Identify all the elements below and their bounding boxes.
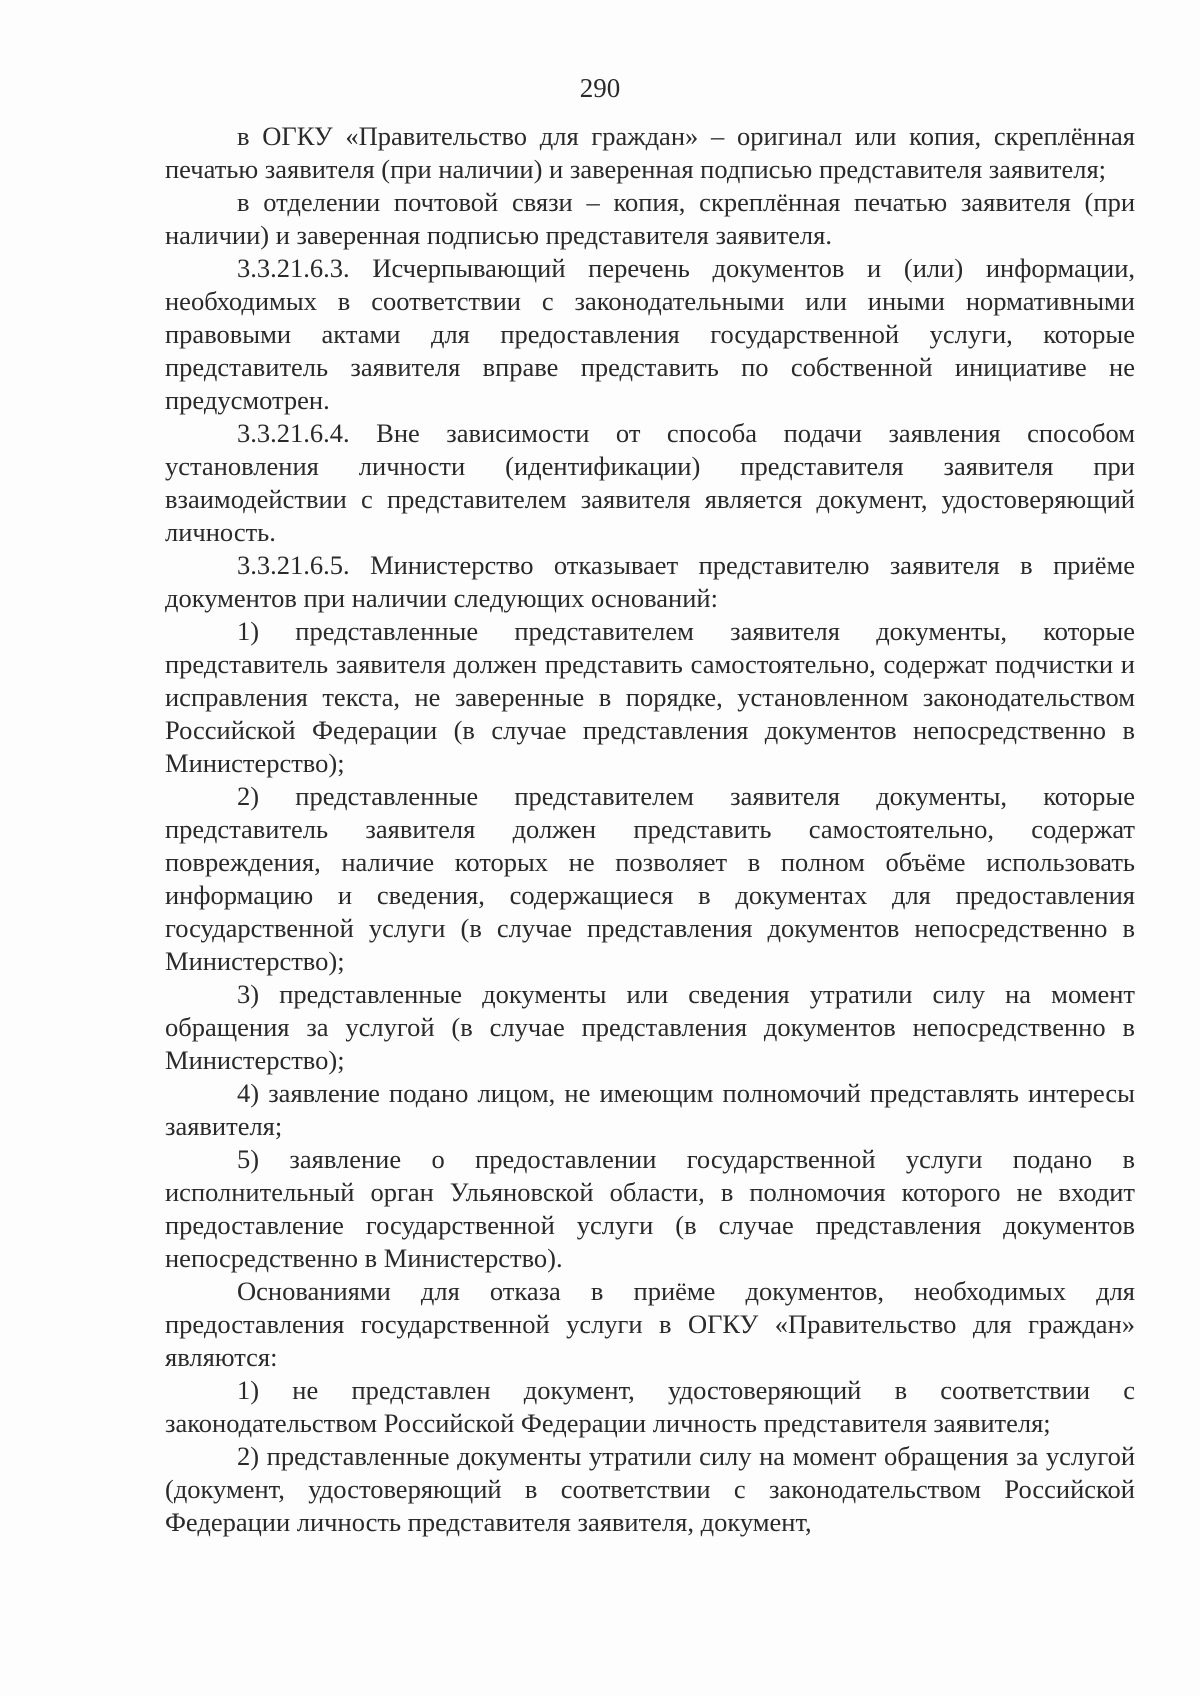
list-item: 2) представленные представителем заявителя документы, которые представитель заявителя должен представить самостоятельно, содержат повреждения, наличие которых не позволяет в полном объёме использовать информацию и сведения, содержащиеся в документах для предоставления государственной услуги (в случае представления документов непосредственно в Министерство);: [165, 781, 1135, 976]
document-body: [165, 120, 1135, 1539]
list-item: 1) не представлен документ, удостоверяющий в соответствии с законодательством Российской Федерации личность представителя заявителя;: [165, 1375, 1135, 1438]
list-item: 1) представленные представителем заявителя документы, которые представитель заявителя должен представить самостоятельно, содержат подчистки и исправления текста, не заверенные в порядке, установленном законодательством Российской Федерации (в случае представления документов непосредственно в Министерство);: [165, 616, 1135, 778]
paragraph: 3.3.21.6.3. Исчерпывающий перечень документов и (или) информации, необходимых в соответствии с законодательными или иными нормативными правовыми актами для предоставления государственной услуги, которые представитель заявителя вправе представить по собственной инициативе не предусмотрен.: [165, 253, 1135, 415]
list-item: 4) заявление подано лицом, не имеющим полномочий представлять интересы заявителя;: [165, 1078, 1135, 1141]
list-item: 2) представленные документы утратили силу на момент обращения за услугой (документ, удостоверяющий в соответствии с законодательством Российской Федерации личность представителя заявителя, документ,: [165, 1441, 1135, 1537]
list-item: 3) представленные документы или сведения утратили силу на момент обращения за услугой (в случае представления документов непосредственно в Министерство);: [165, 979, 1135, 1075]
paragraph: 3.3.21.6.4. Вне зависимости от способа подачи заявления способом установления личности (идентификации) представителя заявителя при взаимодействии с представителем заявителя является документ, удостоверяющий личность.: [165, 418, 1135, 547]
paragraph: Основаниями для отказа в приёме документов, необходимых для предоставления государственной услуги в ОГКУ «Правительство для граждан» являются:: [165, 1276, 1135, 1372]
paragraph: в отделении почтовой связи – копия, скреплённая печатью заявителя (при наличии) и заверенная подписью представителя заявителя.: [165, 187, 1135, 250]
page-number: 290: [579, 73, 621, 103]
paragraph: 3.3.21.6.5. Министерство отказывает представителю заявителя в приёме документов при наличии следующих оснований:: [165, 550, 1135, 613]
paragraph: в ОГКУ «Правительство для граждан» – оригинал или копия, скреплённая печатью заявителя (при наличии) и заверенная подписью представителя заявителя;: [165, 121, 1135, 184]
list-item: 5) заявление о предоставлении государственной услуги подано в исполнительный орган Ульяновской области, в полномочия которого не входит предоставление государственной услуги (в случае представления документов непосредственно в Министерство).: [165, 1144, 1135, 1273]
